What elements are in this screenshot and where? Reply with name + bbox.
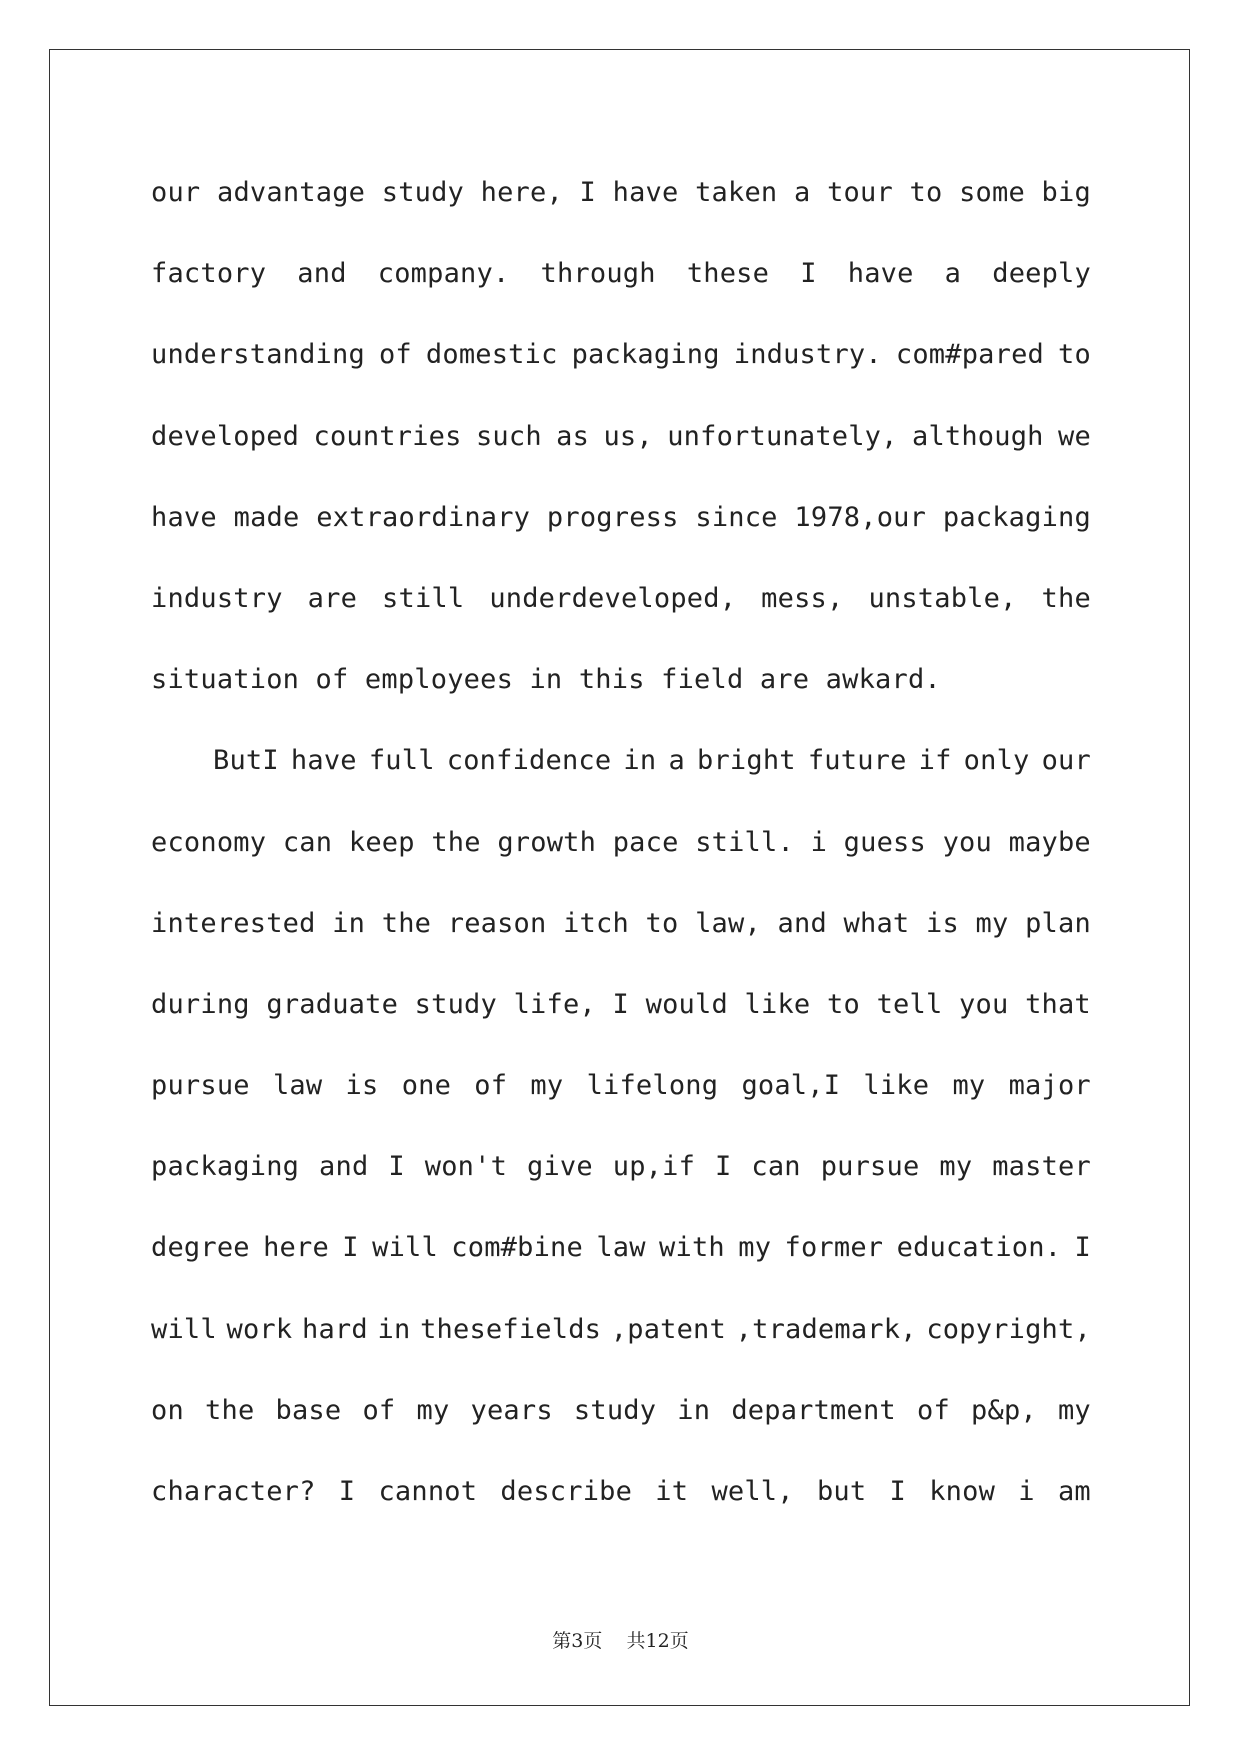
word: i <box>1018 1476 1035 1507</box>
word: the <box>381 907 432 939</box>
word: our <box>1041 745 1091 777</box>
word: former <box>784 1232 884 1264</box>
word: with <box>659 1232 725 1264</box>
word: in <box>332 907 366 939</box>
word: my <box>738 1232 772 1264</box>
word: made <box>233 501 300 533</box>
word: to <box>909 177 943 208</box>
word: pursue <box>151 1070 250 1102</box>
word: that <box>1025 988 1091 1020</box>
word: bright <box>697 745 796 777</box>
word: situation of employees in this field are awkard. <box>151 664 941 696</box>
word: packaging <box>151 1151 300 1183</box>
word: such <box>475 420 542 452</box>
word: my <box>952 1070 986 1102</box>
word: confidence <box>446 745 612 777</box>
word: in <box>377 1313 411 1345</box>
page-total: 共12页 <box>626 1630 689 1652</box>
word: am <box>1057 1476 1091 1507</box>
word: some <box>959 177 1025 208</box>
text-line <box>151 566 1091 647</box>
word: full <box>368 745 435 777</box>
word: have <box>151 501 217 533</box>
word: one <box>401 1070 452 1102</box>
word: you <box>942 826 992 858</box>
word: 1978,our <box>794 501 927 533</box>
word: big <box>1041 177 1091 208</box>
word: I <box>388 1151 405 1183</box>
text-line <box>151 1053 1091 1134</box>
word: company. <box>377 258 510 290</box>
word: industry <box>151 582 283 614</box>
word: understanding <box>151 339 365 371</box>
word: tell <box>876 988 943 1020</box>
word: during <box>151 988 250 1020</box>
word: countries <box>313 420 462 452</box>
word: can <box>282 826 333 858</box>
text-line <box>151 1459 1091 1540</box>
word: through <box>540 258 656 290</box>
word: packaging <box>571 339 720 371</box>
word: you <box>959 988 1009 1020</box>
word: I <box>714 1151 732 1183</box>
document-body <box>151 160 1091 1540</box>
word: know <box>929 1476 996 1507</box>
word: on <box>151 1394 184 1426</box>
word: goal,I <box>741 1070 841 1102</box>
word: lifelong <box>586 1070 719 1102</box>
word: cannot <box>378 1476 478 1507</box>
word: these <box>686 258 770 290</box>
word: a <box>944 258 962 290</box>
word: copyright, <box>926 1313 1091 1345</box>
word: have <box>612 177 679 208</box>
word: department <box>731 1394 896 1426</box>
word: as <box>556 420 590 452</box>
word: pursue <box>820 1151 920 1183</box>
word: my <box>939 1151 973 1183</box>
word: study <box>414 988 497 1020</box>
word: is <box>345 1070 379 1102</box>
word: advantage <box>217 177 366 208</box>
word: I <box>338 1476 356 1507</box>
word: education. <box>896 1232 1062 1264</box>
word: itch <box>563 907 629 939</box>
word: underdeveloped, <box>489 582 737 614</box>
word: would <box>645 988 728 1020</box>
word: still. <box>695 826 794 858</box>
word: and <box>319 1151 369 1183</box>
page-footer <box>0 1626 1241 1653</box>
word: graduate <box>266 988 399 1020</box>
word: law <box>272 1070 323 1102</box>
word: ,patent <box>610 1313 726 1345</box>
word: of <box>378 339 412 371</box>
word: we <box>1058 420 1091 452</box>
word: to <box>1058 339 1091 371</box>
text-line <box>151 1378 1091 1459</box>
word: won't <box>424 1151 508 1183</box>
word: ,trademark, <box>735 1313 917 1345</box>
text-line <box>151 810 1091 891</box>
word: base <box>275 1394 342 1426</box>
word: give <box>526 1151 593 1183</box>
word: character? <box>151 1476 316 1507</box>
word: p&p, <box>971 1394 1037 1426</box>
text-line <box>151 728 1091 809</box>
word: well, <box>711 1476 794 1507</box>
word: will <box>372 1232 438 1264</box>
text-line <box>151 972 1091 1053</box>
word: unfortunately, <box>667 420 898 452</box>
word: up,if <box>612 1151 696 1183</box>
text-line <box>151 647 1091 728</box>
word: I <box>1074 1232 1091 1264</box>
word: can <box>751 1151 801 1183</box>
word: thesefields <box>420 1313 602 1345</box>
word: are <box>307 582 358 614</box>
word: what <box>843 907 910 939</box>
word: describe <box>500 1476 633 1507</box>
page-number: 第3页 <box>552 1630 603 1652</box>
word: tour <box>827 177 893 208</box>
text-line <box>151 160 1091 241</box>
word: I <box>342 1232 359 1264</box>
word: hard <box>302 1313 368 1345</box>
word: in <box>677 1394 711 1426</box>
word: com#bine <box>451 1232 583 1264</box>
text-line <box>151 241 1091 322</box>
word: the <box>1041 582 1091 614</box>
text-line <box>151 485 1091 566</box>
text-line <box>151 1297 1091 1378</box>
word: ButI <box>213 745 279 777</box>
word: progress <box>546 501 679 533</box>
word: degree <box>151 1232 250 1264</box>
word: if <box>918 745 952 777</box>
word: but <box>816 1476 867 1507</box>
word: life, <box>513 988 596 1020</box>
word: have <box>290 745 357 777</box>
word: of <box>474 1070 508 1102</box>
word: major <box>1008 1070 1091 1102</box>
word: years <box>470 1394 553 1426</box>
word: reason <box>447 907 547 939</box>
word: of <box>917 1394 950 1426</box>
word: future <box>807 745 907 777</box>
word: economy <box>151 826 267 858</box>
word: and <box>777 907 827 939</box>
word: work <box>226 1313 293 1345</box>
word: it <box>655 1476 689 1507</box>
word: domestic <box>425 339 558 371</box>
word: packaging <box>942 501 1091 533</box>
word: I <box>612 988 629 1020</box>
word: a <box>668 745 685 777</box>
word: pace <box>612 826 679 858</box>
word: our <box>151 177 201 208</box>
word: like <box>863 1070 930 1102</box>
word: of <box>362 1394 396 1426</box>
word: developed <box>151 420 300 452</box>
word: and <box>297 258 347 290</box>
word: I <box>800 258 817 290</box>
word: my <box>530 1070 564 1102</box>
word: unstable, <box>868 582 1017 614</box>
word: the <box>431 826 481 858</box>
word: law <box>596 1232 646 1264</box>
text-line <box>151 1134 1091 1215</box>
word: keep <box>348 826 415 858</box>
word: com#pared <box>895 339 1044 371</box>
word: here <box>263 1232 329 1264</box>
word: will <box>151 1313 217 1345</box>
word: mess, <box>761 582 844 614</box>
text-line <box>151 404 1091 485</box>
word: i <box>810 826 828 858</box>
word: is <box>926 907 959 939</box>
word: study <box>381 177 465 208</box>
word: guess <box>843 826 926 858</box>
word: I <box>579 177 597 208</box>
text-line <box>151 322 1091 403</box>
text-line <box>151 1215 1091 1296</box>
word: master <box>992 1151 1091 1183</box>
word: study <box>573 1394 657 1426</box>
word: us, <box>603 420 653 452</box>
word: to <box>827 988 860 1020</box>
word: to <box>645 907 679 939</box>
word: maybe <box>1008 826 1091 858</box>
word: growth <box>497 826 597 858</box>
word: industry. <box>733 339 882 371</box>
word: I <box>889 1476 906 1507</box>
word: like <box>744 988 811 1020</box>
word: the <box>205 1394 255 1426</box>
word: deeply <box>992 258 1091 290</box>
word: still <box>382 582 465 614</box>
word: factory <box>151 258 267 290</box>
word: since <box>695 501 778 533</box>
word: in <box>623 745 657 777</box>
word: although <box>911 420 1044 452</box>
word: taken <box>695 177 778 208</box>
word: plan <box>1025 907 1091 939</box>
word: interested <box>151 907 316 939</box>
text-line <box>151 891 1091 972</box>
word: my <box>416 1394 450 1426</box>
word: have <box>847 258 914 290</box>
word: my <box>975 907 1009 939</box>
word: only <box>963 745 1030 777</box>
word: extraordinary <box>316 501 531 533</box>
word: here, <box>480 177 563 208</box>
word: my <box>1057 1394 1091 1426</box>
word: law, <box>695 907 761 939</box>
word: a <box>794 177 811 208</box>
